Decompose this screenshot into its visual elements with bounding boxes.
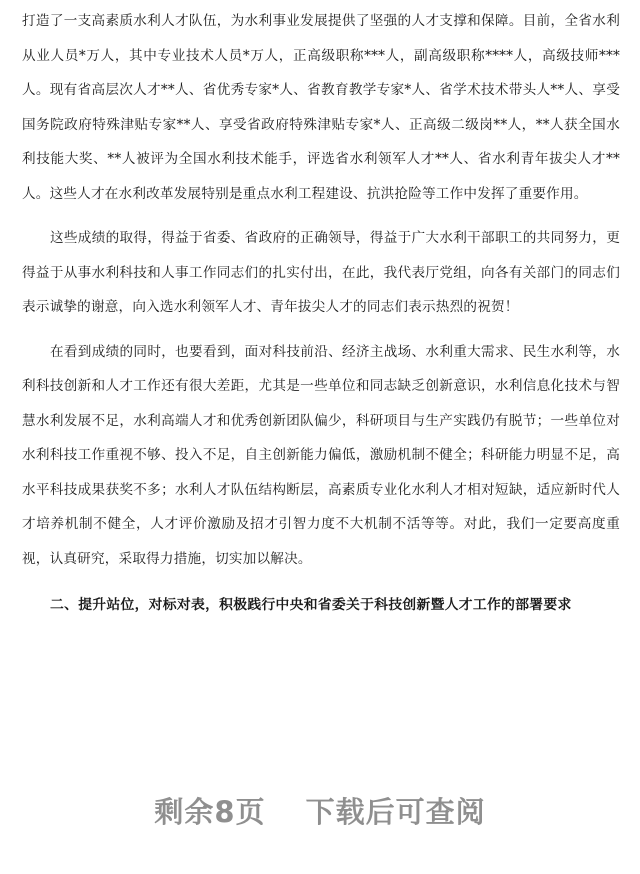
download-banner[interactable] xyxy=(0,790,640,831)
section-heading: 二、提升站位，对标对表，积极践行中央和省委关于科技创新暨人才工作的部署要求 xyxy=(50,597,572,613)
download-prompt-label: 下载后可查阅 xyxy=(305,795,486,829)
body-paragraph-gaps: 在看到成绩的同时，也要看到，面对科技前沿、经济主战场、水利重大需求、民生水利等，水利科技创新和人才工作还有很大差距，尤其是一些单位和同志缺乏创新意识，水利信息化技术与智慧水利发展不足，水利高端人才和优秀创新团队偏少，科研项目与生产实践仍有脱节；一些单位对水利科技工作重视不够、投入不足，自主创新能力偏低，激励机制不健全；科研能力明显不足，高水平科技成果获奖不多；水利人才队伍结构断层，高素质专业化水利人才相对短缺，适应新时代人才培养机制不健全，人才评价激励及招才引智力度不大机制不活等等。对此，我们一定要高度重视，认真研究，采取得力措施，切实加以解决。 xyxy=(22,343,620,567)
body-paragraph-talent-team: 打造了一支高素质水利人才队伍，为水利事业发展提供了坚强的人才支撑和保障。目前，全省水利从业人员*万人，其中专业技术人员*万人，正高级职称***人，副高级职称****人，高级技师***人。现有省高层次人才**人、省优秀专家*人、省教育教学专家*人、省学术技术带头人**人、享受国务院政府特殊津贴专家**人、享受省政府特殊津贴专家*人、正高级二级岗**人，**人获全国水利技能大奖、**人被评为全国水利技术能手，评选省水利领军人才**人、省水利青年拔尖人才**人。这些人才在水利改革发展特别是重点水利工程建设、抗洪抢险等工作中发挥了重要作用。 xyxy=(22,13,620,202)
remaining-pages-label: 剩余8页 xyxy=(154,795,266,829)
document-page xyxy=(22,0,620,622)
body-paragraph-acknowledgement: 这些成绩的取得，得益于省委、省政府的正确领导，得益于广大水利干部职工的共同努力，更得益于从事水利科技和人事工作同志们的扎实付出，在此，我代表厅党组，向各有关部门的同志们表示诚挚的谢意，向入选水利领军人才、青年拔尖人才的同志们表示热烈的祝贺！ xyxy=(22,230,620,315)
